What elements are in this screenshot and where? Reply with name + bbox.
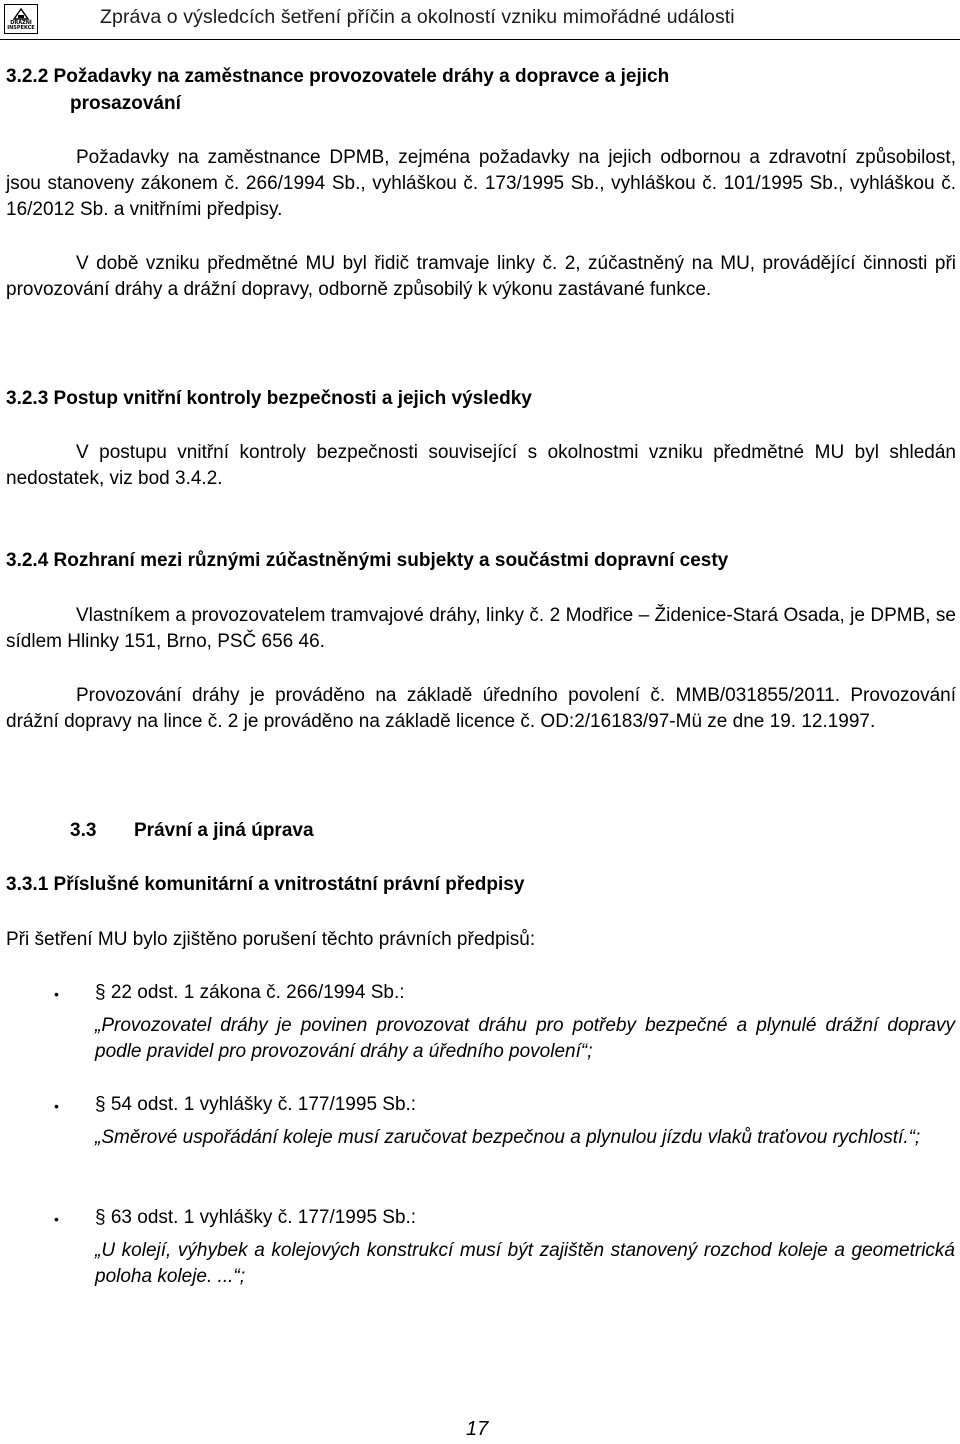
- page-number: 17: [466, 1418, 489, 1440]
- logo-train-icon: [13, 7, 29, 21]
- page-header: [0, 0, 960, 40]
- paragraph-operation-permit: Provozování dráhy je prováděno na základě úředního povolení č. MMB/031855/2011. Provozování drážní dopravy na lince č. 2 je prováděno na základě licence č. OD:2/16183/97-Mü ze dne 19. 12.1997.: [6, 685, 956, 732]
- heading-3-3-1: 3.3.1 Příslušné komunitární a vnitrostátní právní předpisy: [6, 874, 525, 895]
- law-reference-2: § 54 odst. 1 vyhlášky č. 177/1995 Sb.:: [95, 1094, 417, 1115]
- paragraph-internal-control: V postupu vnitřní kontroly bezpečnosti související s okolnostmi vzniku předmětné MU byl shledán nedostatek, viz bod 3.4.2.: [6, 442, 956, 489]
- heading-3-3-title: Právní a jiná úprava: [134, 820, 314, 841]
- law-quote-1: „Provozovatel dráhy je povinen provozovat dráhu pro potřeby bezpečné a plynulé drážní dopravy podle pravidel pro provozování dráhy a úředního povolení“;: [95, 1015, 955, 1062]
- heading-3-2-2-line-1: 3.2.2 Požadavky na zaměstnance provozovatele dráhy a dopravce a jejich: [6, 66, 670, 87]
- logo-text-1: DRÁŽNÍ: [10, 20, 32, 26]
- paragraph-violations-intro: Při šetření MU bylo zjištěno porušení těchto právních předpisů:: [6, 929, 536, 950]
- paragraph-driver-competence: V době vzniku předmětné MU byl řidič tramvaje linky č. 2, zúčastněný na MU, provádějící činnosti při provozování dráhy a drážní dopravy, odborně způsobilý k výkonu zastávané funkce.: [6, 253, 956, 300]
- law-reference-3: § 63 odst. 1 vyhlášky č. 177/1995 Sb.:: [95, 1207, 417, 1228]
- paragraph-requirements: Požadavky na zaměstnance DPMB, zejména požadavky na jejich odbornou a zdravotní způsobilost, jsou stanoveny zákonem č. 266/1994 Sb., vyhláškou č. 173/1995 Sb., vyhláškou č. 101/1995 Sb., vyhláškou č. 16/2012 Sb. a vnitřními předpisy.: [6, 147, 956, 220]
- paragraph-track-owner: Vlastníkem a provozovatelem tramvajové dráhy, linky č. 2 Modřice – Židenice-Stará Osada, je DPMB, se sídlem Hlinky 151, Brno, PSČ 656 46.: [6, 605, 956, 652]
- heading-3-3: [70, 818, 950, 844]
- law-reference-1: § 22 odst. 1 zákona č. 266/1994 Sb.:: [95, 982, 405, 1003]
- heading-3-2-3: 3.2.3 Postup vnitřní kontroly bezpečnosti a jejich výsledky: [6, 388, 532, 409]
- logo-text-2: INSPEKCE: [7, 25, 35, 31]
- heading-3-3-number: 3.3: [70, 820, 97, 841]
- report-title: Zpráva o výsledcích šetření příčin a okolností vzniku mimořádné události: [100, 6, 735, 28]
- bullet-2: •: [54, 1098, 59, 1114]
- law-quote-3: „U kolejí, výhybek a kolejových konstrukcí musí být zajištěn stanovený rozchod koleje a geometrická poloha koleje. ...“;: [95, 1240, 955, 1287]
- header-divider: [0, 39, 960, 40]
- law-quote-2: „Směrové uspořádání koleje musí zaručovat bezpečnou a plynulou jízdu vlaků traťovou rychlostí.“;: [95, 1127, 921, 1148]
- heading-3-2-2-line-2: prosazování: [70, 93, 181, 114]
- drazni-inspekce-logo: [4, 4, 38, 34]
- bullet-1: •: [54, 986, 59, 1002]
- heading-3-2-4: 3.2.4 Rozhraní mezi různými zúčastněnými subjekty a součástmi dopravní cesty: [6, 550, 729, 571]
- bullet-3: •: [54, 1211, 59, 1227]
